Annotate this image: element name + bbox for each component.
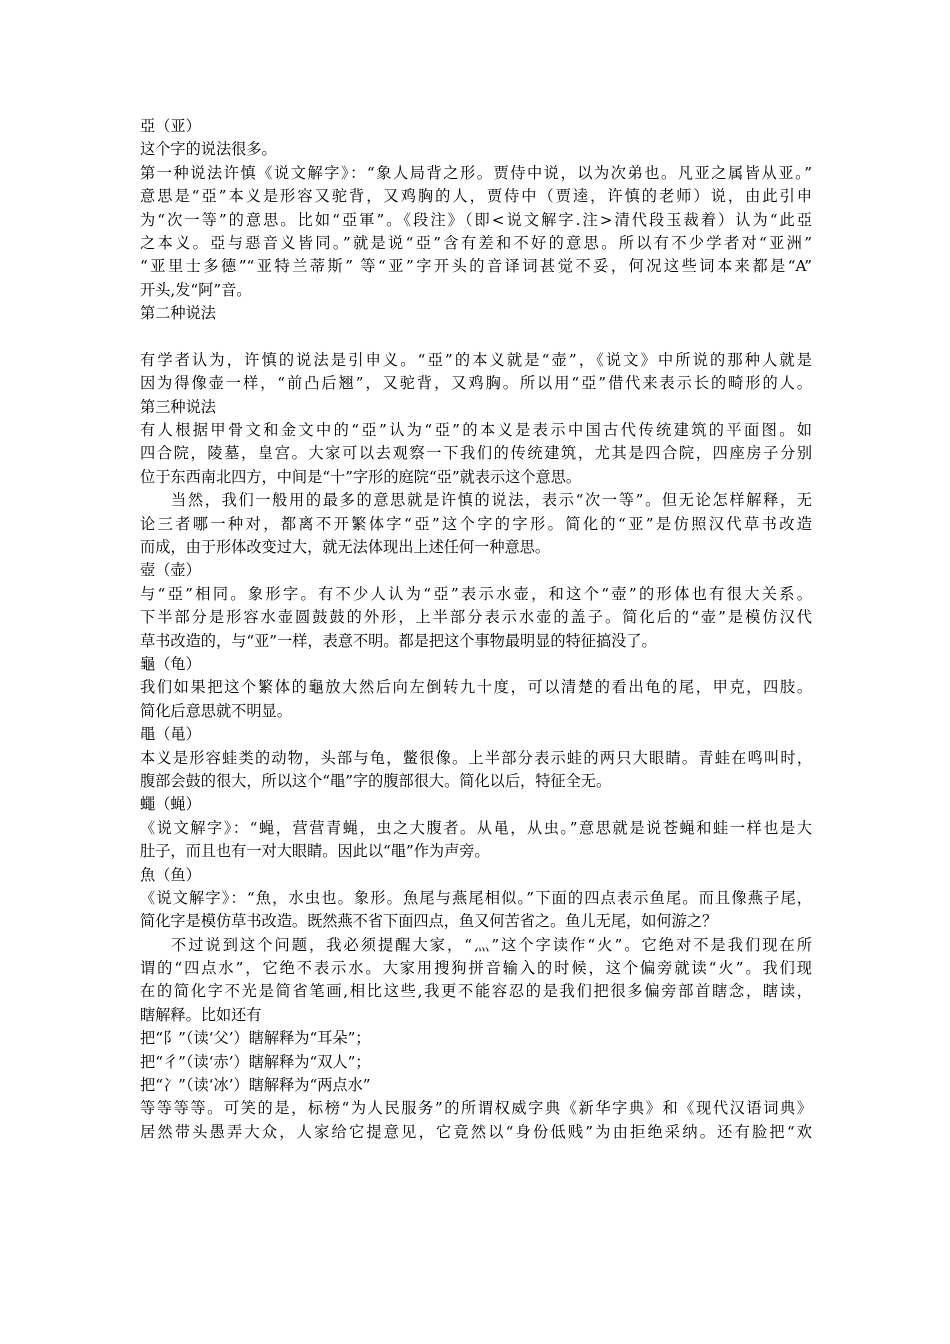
text-line: 把“阝”（读‘父’）瞎解释为“耳朵”；: [140, 1029, 371, 1048]
section-heading: 壺（壶）: [140, 561, 201, 580]
text-line: 当然，我们一般用的最多的意思就是许慎的说法，表示“次一等”。但无论怎样解释，无: [171, 491, 812, 510]
section-heading: 黽（黾）: [140, 725, 201, 744]
document-page: [140, 115, 812, 1144]
text-line: 有人根据甲骨文和金文中的“亞”认为“亞”的本义是表示中国古代传统建筑的平面图。如: [140, 421, 812, 440]
text-line: 腹部会鼓的很大，所以这个“黽”字的腹部很大。简化以后，特征全无。: [140, 771, 612, 790]
text-line: 瞎解释。比如还有: [140, 1005, 262, 1024]
text-line: 意思是“亞”本义是形容又驼背，又鸡胸的人，贾侍中（贾逵，许慎的老师）说，由此引申: [140, 187, 812, 206]
section-heading: 亞（亚）: [140, 117, 201, 135]
text-line: 《说文解字》：“蝇，营营青蝇，虫之大腹者。从黾，从虫。”意思就是说苍蝇和蛙一样也是大: [140, 818, 812, 837]
text-line: 下半部分是形容水壶圆鼓鼓的外形，上半部分表示水壶的盖子。简化后的“壶”是模仿汉代: [140, 608, 812, 627]
text-line: 草书改造的，与“亚”一样，表意不明。都是把这个事物最明显的特征搞没了。: [140, 631, 657, 650]
text-line: 不过说到这个问题，我必须提醒大家，“灬”这个字读作“火”。它绝对不是我们现在所: [171, 935, 812, 954]
section-heading: 第三种说法: [140, 397, 216, 416]
text-line: 位于东西南北四方，中间是“十”字形的庭院“亞”就表示这个意思。: [140, 467, 582, 486]
text-line: 把“冫”（读‘冰’）瞎解释为“两点水”: [140, 1076, 371, 1095]
text-line: 四合院，陵墓，皇宫。大家可以去观察一下我们的传统建筑，尤其是四合院，四座房子分别: [140, 444, 812, 463]
text-line: 简化字是模仿草书改造。既然燕不省下面四点，鱼又何苦省之。鱼儿无尾，如何游之？: [140, 912, 718, 931]
text-line: 而成，由于形体改变过大，就无法体现出上述任何一种意思。: [140, 538, 551, 557]
section-heading: 蠅（蝇）: [140, 795, 201, 814]
text-line: 《说文解字》：“魚，水虫也。象形。魚尾与燕尾相似。”下面的四点表示鱼尾。而且像燕子尾，: [140, 888, 812, 907]
text-line: 谓的“四点水”，它绝不表示水。大家用搜狗拼音输入的时候，这个偏旁就读“火”。我们现: [140, 959, 812, 978]
text-line: 为“次一等”的意思。比如“亞軍”。《段注》（即<说文解字.注>清代段玉裁着）认为“此亞: [140, 210, 812, 229]
text-line: 把“彳”（读‘赤’）瞎解释为“双人”；: [140, 1052, 371, 1071]
text-line: 之本义。亞与惡音义皆同。”就是说“亞”含有差和不好的意思。所以有不少学者对“亚洲”: [140, 233, 812, 252]
blank-line: [140, 326, 812, 349]
text-line: 论三者哪一种对，都离不开繁体字“亞”这个字的字形。简化的“亚”是仿照汉代草书改造: [140, 514, 812, 533]
text-line: “亚里士多德”“亚特兰蒂斯” 等“亚”字开头的音译词甚觉不妥，何况这些词本来都是“A”: [140, 257, 812, 276]
text-line: 等等等等。可笑的是，标榜“为人民服务”的所谓权威字典《新华字典》和《现代汉语词典》: [140, 1099, 812, 1118]
text-line: 在的简化字不光是简省笔画,相比这些,我更不能容忍的是我们把很多偏旁部首瞎念，瞎读，: [140, 982, 812, 1001]
section-heading: 第二种说法: [140, 304, 216, 323]
text-line: 本义是形容蛙类的动物，头部与龟，鳖很像。上半部分表示蛙的两只大眼睛。青蛙在鸣叫时，: [140, 748, 812, 767]
section-heading: 龜（龟）: [140, 654, 201, 673]
section-heading: 魚（鱼）: [140, 865, 201, 884]
text-line: 第一种说法许慎《说文解字》：“象人局背之形。贾侍中说，以为次弟也。凡亚之属皆从亚。”: [140, 163, 812, 182]
text-line: 肚子，而且也有一对大眼睛。因此以“黽”作为声旁。: [140, 842, 490, 861]
text-line: 有学者认为，许慎的说法是引申义。“亞”的本义就是“壶”，《说文》中所说的那种人就是: [140, 350, 812, 369]
text-line: 因为得像壶一样，“前凸后翘”，又驼背，又鸡胸。所以用“亞”借代来表示长的畸形的人。: [140, 374, 812, 393]
text-line: 开头,发“阿”音。: [140, 280, 252, 299]
text-line: 居然带头愚弄大众，人家给它提意见，它竟然以“身份低贱”为由拒绝采纳。还有脸把“欢: [140, 1122, 812, 1141]
text-line: 与“亞”相同。象形字。有不少人认为“亞”表示水壶，和这个“壺”的形体也有很大关系。: [140, 584, 812, 603]
text-line: 我们如果把这个繁体的龜放大然后向左倒转九十度，可以清楚的看出龟的尾，甲克，四肢。: [140, 678, 812, 697]
text-line: 这个字的说法很多。: [140, 140, 277, 159]
text-line: 简化后意思就不明显。: [140, 701, 292, 720]
